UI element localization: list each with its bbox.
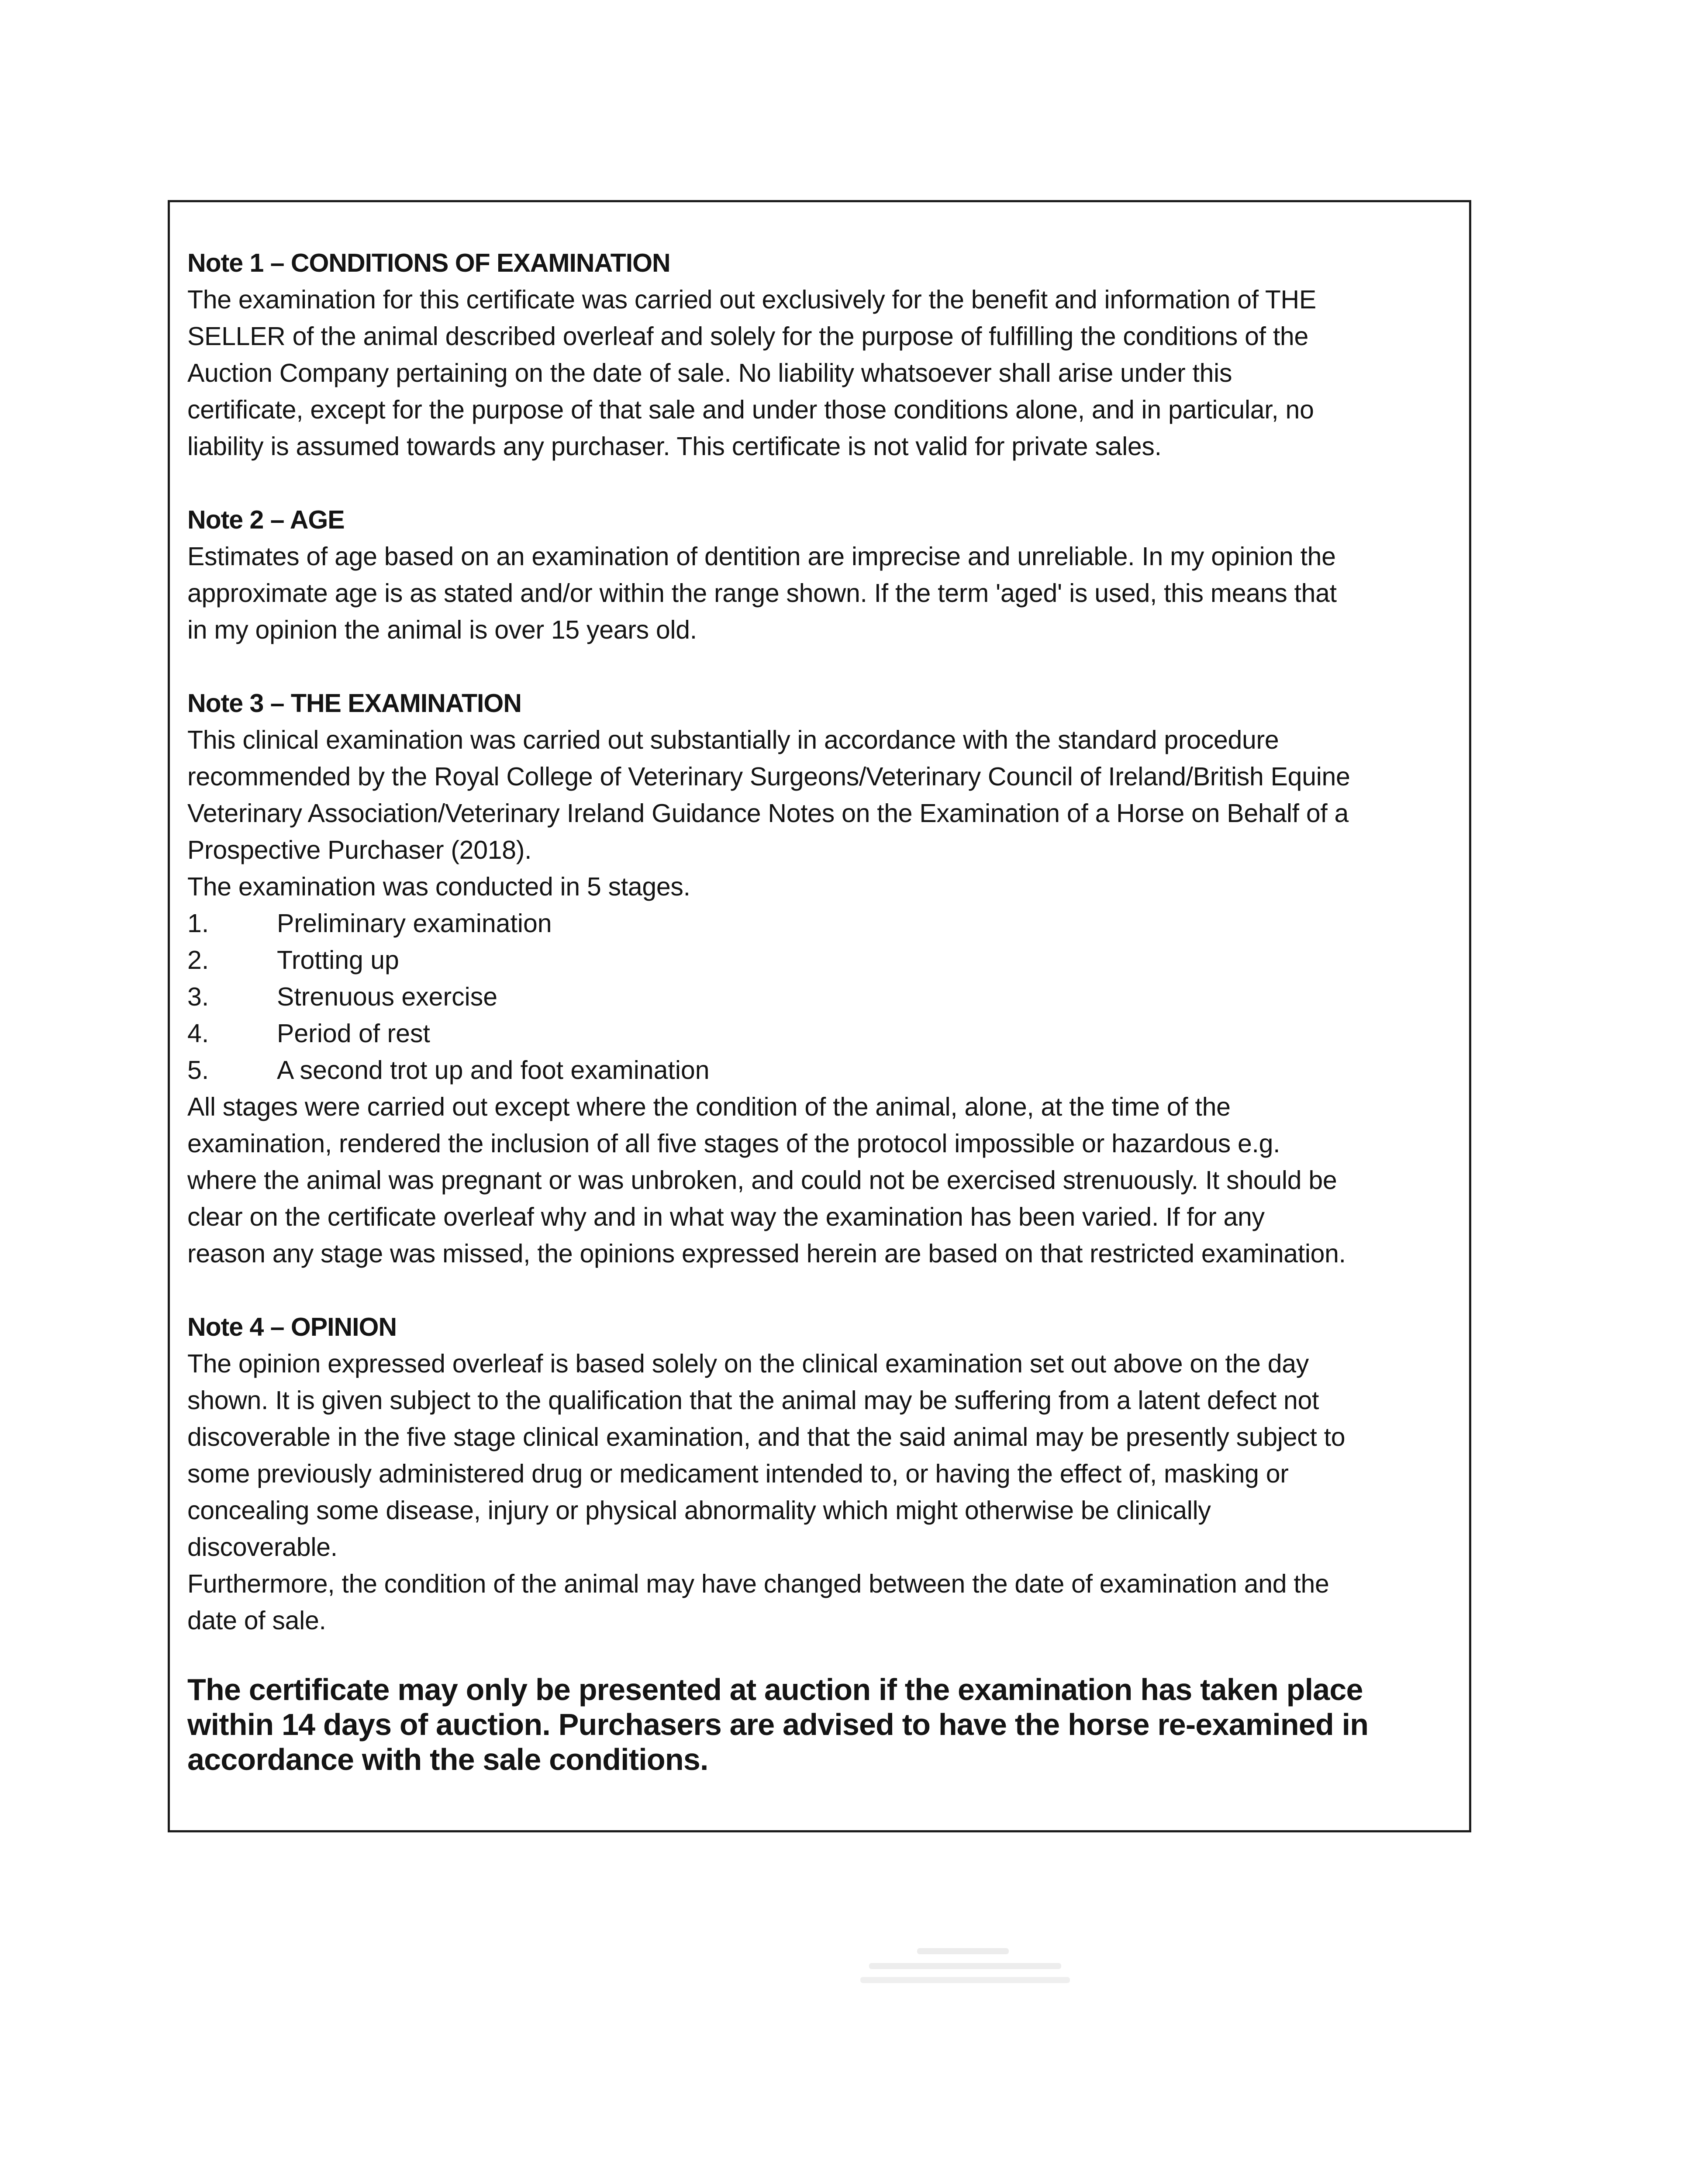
note-line: SELLER of the animal described overleaf and solely for the purpose of fulfilling the conditions of the (187, 322, 1308, 351)
stage-number: 4. (187, 1019, 209, 1048)
note-heading: Note 1 – CONDITIONS OF EXAMINATION (187, 249, 670, 277)
auction-notice-line: within 14 days of auction. Purchasers are advised to have the horse re-examined in (187, 1707, 1369, 1742)
stage-number: 3. (187, 982, 209, 1011)
stage-item (187, 1052, 1445, 1089)
auction-notice-line: The certificate may only be presented at auction if the examination has taken place (187, 1673, 1363, 1707)
note-line: examination, rendered the inclusion of all five stages of the protocol impossible or hazardous e.g. (187, 1129, 1280, 1158)
note-line: concealing some disease, injury or physical abnormality which might otherwise be clinically (187, 1496, 1211, 1525)
stage-item (187, 942, 1445, 978)
auction-notice (187, 1669, 1445, 1780)
note-line: where the animal was pregnant or was unbroken, and could not be exercised strenuously. It should be (187, 1166, 1337, 1195)
note-line: Furthermore, the condition of the animal may have changed between the date of examination and the (187, 1569, 1329, 1598)
note-line: some previously administered drug or medicament intended to, or having the effect of, masking or (187, 1459, 1289, 1488)
stage-item (187, 905, 1445, 942)
note-heading: Note 3 – THE EXAMINATION (187, 689, 521, 718)
note-line: certificate, except for the purpose of that sale and under those conditions alone, and in particular, no (187, 395, 1314, 424)
note-line: Prospective Purchaser (2018). (187, 836, 532, 864)
note-line: All stages were carried out except where the condition of the animal, alone, at the time of the (187, 1092, 1231, 1121)
stage-text: Trotting up (277, 946, 399, 975)
bleed-through-stamp (843, 1944, 1087, 2000)
note-line: The opinion expressed overleaf is based solely on the clinical examination set out above on the day (187, 1349, 1309, 1378)
note-line: This clinical examination was carried out substantially in accordance with the standard procedure (187, 726, 1279, 754)
note-line: The examination was conducted in 5 stages. (187, 872, 690, 901)
stage-number: 5. (187, 1056, 209, 1085)
stage-number: 1. (187, 909, 209, 938)
note-2 (187, 501, 1445, 648)
note-line: approximate age is as stated and/or within the range shown. If the term 'aged' is used, this means that (187, 579, 1337, 608)
note-3 (187, 685, 1445, 1272)
note-1 (187, 245, 1445, 465)
note-line: clear on the certificate overleaf why and in what way the examination has been varied. If for any (187, 1203, 1265, 1231)
stage-text: Period of rest (277, 1019, 430, 1048)
note-line: discoverable. (187, 1533, 338, 1562)
note-line: recommended by the Royal College of Veterinary Surgeons/Veterinary Council of Ireland/British Equine (187, 762, 1350, 791)
stage-item (187, 978, 1445, 1015)
stage-item (187, 1015, 1445, 1052)
note-heading: Note 4 – OPINION (187, 1313, 397, 1341)
auction-notice-line: accordance with the sale conditions. (187, 1742, 708, 1776)
note-line: The examination for this certificate was carried out exclusively for the benefit and information of THE (187, 285, 1316, 314)
certificate-notes (187, 245, 1445, 1780)
note-line: Estimates of age based on an examination of dentition are imprecise and unreliable. In my opinion the (187, 542, 1336, 571)
note-line: shown. It is given subject to the qualification that the animal may be suffering from a latent defect not (187, 1386, 1319, 1415)
note-line: Auction Company pertaining on the date of sale. No liability whatsoever shall arise under this (187, 359, 1232, 387)
note-line: liability is assumed towards any purchaser. This certificate is not valid for private sales. (187, 432, 1162, 461)
note-line: Veterinary Association/Veterinary Ireland Guidance Notes on the Examination of a Horse on Behalf of a (187, 799, 1349, 828)
stage-text: A second trot up and foot examination (277, 1056, 710, 1085)
stage-text: Preliminary examination (277, 909, 552, 938)
note-line: reason any stage was missed, the opinions expressed herein are based on that restricted examination. (187, 1239, 1346, 1268)
stage-number: 2. (187, 946, 209, 975)
stamp-smudge (843, 1944, 1087, 1996)
note-line: in my opinion the animal is over 15 years old. (187, 615, 697, 644)
note-line: discoverable in the five stage clinical examination, and that the said animal may be presently subject to (187, 1423, 1345, 1451)
stage-text: Strenuous exercise (277, 982, 498, 1011)
note-heading: Note 2 – AGE (187, 505, 345, 534)
note-4 (187, 1309, 1445, 1639)
examination-stage-list (187, 905, 1445, 1089)
note-line: date of sale. (187, 1606, 326, 1635)
